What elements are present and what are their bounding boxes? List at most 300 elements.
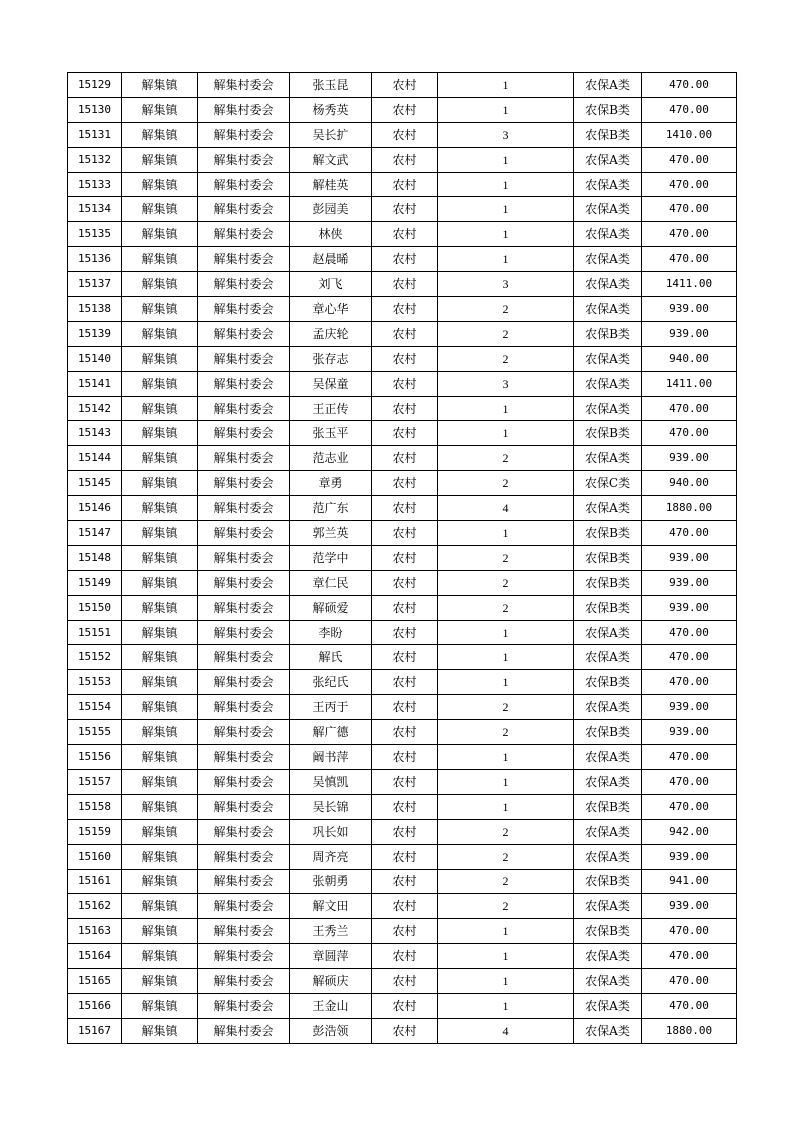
insurance-category-cell: 农保A类: [574, 944, 642, 969]
member-count-cell: 3: [438, 122, 574, 147]
table-row: [68, 695, 737, 720]
person-name-cell: 吴长扩: [290, 122, 372, 147]
insurance-category-cell: 农保B类: [574, 570, 642, 595]
member-count-cell: 2: [438, 844, 574, 869]
insurance-category-cell: 农保A类: [574, 745, 642, 770]
member-count-cell: 3: [438, 371, 574, 396]
row-id-cell: 15133: [68, 172, 122, 197]
person-name-cell: 章仁民: [290, 570, 372, 595]
committee-name-cell: 解集村委会: [198, 595, 290, 620]
row-id-cell: 15155: [68, 720, 122, 745]
person-name-cell: 解氏: [290, 645, 372, 670]
town-name-cell: 解集镇: [122, 396, 198, 421]
person-name-cell: 王正传: [290, 396, 372, 421]
table-row: [68, 545, 737, 570]
town-name-cell: 解集镇: [122, 570, 198, 595]
household-type-cell: 农村: [372, 620, 438, 645]
committee-name-cell: 解集村委会: [198, 421, 290, 446]
committee-name-cell: 解集村委会: [198, 1018, 290, 1043]
insurance-category-cell: 农保A类: [574, 969, 642, 994]
table-row: [68, 371, 737, 396]
household-type-cell: 农村: [372, 570, 438, 595]
amount-cell: 470.00: [642, 769, 737, 794]
row-id-cell: 15143: [68, 421, 122, 446]
row-id-cell: 15152: [68, 645, 122, 670]
row-id-cell: 15165: [68, 969, 122, 994]
row-id-cell: 15139: [68, 321, 122, 346]
member-count-cell: 2: [438, 446, 574, 471]
committee-name-cell: 解集村委会: [198, 869, 290, 894]
person-name-cell: 彭浩领: [290, 1018, 372, 1043]
town-name-cell: 解集镇: [122, 769, 198, 794]
amount-cell: 470.00: [642, 745, 737, 770]
table-row: [68, 819, 737, 844]
table-row: [68, 197, 737, 222]
amount-cell: 939.00: [642, 720, 737, 745]
insurance-category-cell: 农保B类: [574, 919, 642, 944]
committee-name-cell: 解集村委会: [198, 122, 290, 147]
table-row: [68, 321, 737, 346]
committee-name-cell: 解集村委会: [198, 645, 290, 670]
town-name-cell: 解集镇: [122, 670, 198, 695]
member-count-cell: 2: [438, 819, 574, 844]
household-type-cell: 农村: [372, 247, 438, 272]
household-type-cell: 农村: [372, 969, 438, 994]
town-name-cell: 解集镇: [122, 794, 198, 819]
household-type-cell: 农村: [372, 745, 438, 770]
person-name-cell: 吴慎凯: [290, 769, 372, 794]
town-name-cell: 解集镇: [122, 819, 198, 844]
table-row: [68, 769, 737, 794]
committee-name-cell: 解集村委会: [198, 670, 290, 695]
row-id-cell: 15163: [68, 919, 122, 944]
committee-name-cell: 解集村委会: [198, 247, 290, 272]
table-row: [68, 645, 737, 670]
household-type-cell: 农村: [372, 97, 438, 122]
person-name-cell: 周齐亮: [290, 844, 372, 869]
town-name-cell: 解集镇: [122, 969, 198, 994]
insurance-category-cell: 农保A类: [574, 645, 642, 670]
household-type-cell: 农村: [372, 421, 438, 446]
table-row: [68, 595, 737, 620]
row-id-cell: 15153: [68, 670, 122, 695]
town-name-cell: 解集镇: [122, 944, 198, 969]
committee-name-cell: 解集村委会: [198, 695, 290, 720]
table-row: [68, 172, 737, 197]
committee-name-cell: 解集村委会: [198, 769, 290, 794]
row-id-cell: 15134: [68, 197, 122, 222]
table-row: [68, 73, 737, 98]
member-count-cell: 2: [438, 595, 574, 620]
row-id-cell: 15149: [68, 570, 122, 595]
committee-name-cell: 解集村委会: [198, 297, 290, 322]
amount-cell: 939.00: [642, 297, 737, 322]
amount-cell: 940.00: [642, 346, 737, 371]
committee-name-cell: 解集村委会: [198, 496, 290, 521]
table-row: [68, 346, 737, 371]
member-count-cell: 2: [438, 720, 574, 745]
amount-cell: 940.00: [642, 471, 737, 496]
person-name-cell: 杨秀英: [290, 97, 372, 122]
row-id-cell: 15156: [68, 745, 122, 770]
household-type-cell: 农村: [372, 147, 438, 172]
amount-cell: 470.00: [642, 521, 737, 546]
amount-cell: 939.00: [642, 695, 737, 720]
town-name-cell: 解集镇: [122, 645, 198, 670]
table-row: [68, 794, 737, 819]
insurance-category-cell: 农保A类: [574, 147, 642, 172]
committee-name-cell: 解集村委会: [198, 620, 290, 645]
household-type-cell: 农村: [372, 396, 438, 421]
household-type-cell: 农村: [372, 794, 438, 819]
row-id-cell: 15166: [68, 993, 122, 1018]
person-name-cell: 李盼: [290, 620, 372, 645]
town-name-cell: 解集镇: [122, 919, 198, 944]
person-name-cell: 王丙于: [290, 695, 372, 720]
member-count-cell: 1: [438, 521, 574, 546]
row-id-cell: 15131: [68, 122, 122, 147]
insurance-category-cell: 农保A类: [574, 993, 642, 1018]
person-name-cell: 解广德: [290, 720, 372, 745]
insurance-category-cell: 农保A类: [574, 769, 642, 794]
committee-name-cell: 解集村委会: [198, 745, 290, 770]
insurance-category-cell: 农保B类: [574, 321, 642, 346]
committee-name-cell: 解集村委会: [198, 321, 290, 346]
person-name-cell: 范志业: [290, 446, 372, 471]
member-count-cell: 1: [438, 794, 574, 819]
person-name-cell: 巩长如: [290, 819, 372, 844]
town-name-cell: 解集镇: [122, 869, 198, 894]
committee-name-cell: 解集村委会: [198, 222, 290, 247]
town-name-cell: 解集镇: [122, 421, 198, 446]
row-id-cell: 15140: [68, 346, 122, 371]
member-count-cell: 1: [438, 944, 574, 969]
amount-cell: 939.00: [642, 545, 737, 570]
insurance-category-cell: 农保B类: [574, 122, 642, 147]
town-name-cell: 解集镇: [122, 147, 198, 172]
member-count-cell: 2: [438, 297, 574, 322]
amount-cell: 939.00: [642, 321, 737, 346]
household-type-cell: 农村: [372, 944, 438, 969]
person-name-cell: 范广东: [290, 496, 372, 521]
amount-cell: 470.00: [642, 147, 737, 172]
town-name-cell: 解集镇: [122, 620, 198, 645]
person-name-cell: 孟庆轮: [290, 321, 372, 346]
committee-name-cell: 解集村委会: [198, 944, 290, 969]
table-row: [68, 620, 737, 645]
row-id-cell: 15148: [68, 545, 122, 570]
household-type-cell: 农村: [372, 471, 438, 496]
town-name-cell: 解集镇: [122, 993, 198, 1018]
town-name-cell: 解集镇: [122, 496, 198, 521]
insurance-category-cell: 农保A类: [574, 396, 642, 421]
amount-cell: 939.00: [642, 894, 737, 919]
table-row: [68, 496, 737, 521]
member-count-cell: 1: [438, 769, 574, 794]
table-row: [68, 919, 737, 944]
row-id-cell: 15162: [68, 894, 122, 919]
table-row: [68, 720, 737, 745]
member-count-cell: 2: [438, 570, 574, 595]
insurance-category-cell: 农保B类: [574, 670, 642, 695]
table-row: [68, 993, 737, 1018]
table-row: [68, 247, 737, 272]
committee-name-cell: 解集村委会: [198, 819, 290, 844]
table-row: [68, 969, 737, 994]
household-type-cell: 农村: [372, 720, 438, 745]
row-id-cell: 15137: [68, 272, 122, 297]
household-type-cell: 农村: [372, 197, 438, 222]
amount-cell: 470.00: [642, 421, 737, 446]
committee-name-cell: 解集村委会: [198, 346, 290, 371]
insurance-category-cell: 农保B类: [574, 545, 642, 570]
person-name-cell: 张纪氏: [290, 670, 372, 695]
committee-name-cell: 解集村委会: [198, 720, 290, 745]
member-count-cell: 1: [438, 97, 574, 122]
person-name-cell: 解硕庆: [290, 969, 372, 994]
insurance-category-cell: 农保A类: [574, 297, 642, 322]
amount-cell: 1880.00: [642, 496, 737, 521]
household-type-cell: 农村: [372, 819, 438, 844]
table-row: [68, 147, 737, 172]
committee-name-cell: 解集村委会: [198, 97, 290, 122]
row-id-cell: 15145: [68, 471, 122, 496]
person-name-cell: 张存志: [290, 346, 372, 371]
household-type-cell: 农村: [372, 73, 438, 98]
household-type-cell: 农村: [372, 297, 438, 322]
committee-name-cell: 解集村委会: [198, 396, 290, 421]
town-name-cell: 解集镇: [122, 346, 198, 371]
amount-cell: 939.00: [642, 570, 737, 595]
member-count-cell: 2: [438, 321, 574, 346]
insurance-category-cell: 农保B类: [574, 720, 642, 745]
insurance-category-cell: 农保A类: [574, 620, 642, 645]
table-row: [68, 944, 737, 969]
row-id-cell: 15147: [68, 521, 122, 546]
household-type-cell: 农村: [372, 496, 438, 521]
row-id-cell: 15164: [68, 944, 122, 969]
person-name-cell: 郭兰英: [290, 521, 372, 546]
household-type-cell: 农村: [372, 919, 438, 944]
person-name-cell: 吴保童: [290, 371, 372, 396]
table-row: [68, 670, 737, 695]
row-id-cell: 15132: [68, 147, 122, 172]
subsidy-roster-table: [67, 72, 737, 1044]
member-count-cell: 1: [438, 172, 574, 197]
table-row: [68, 745, 737, 770]
committee-name-cell: 解集村委会: [198, 471, 290, 496]
member-count-cell: 2: [438, 346, 574, 371]
amount-cell: 470.00: [642, 670, 737, 695]
person-name-cell: 王金山: [290, 993, 372, 1018]
committee-name-cell: 解集村委会: [198, 197, 290, 222]
town-name-cell: 解集镇: [122, 172, 198, 197]
table-row: [68, 521, 737, 546]
town-name-cell: 解集镇: [122, 73, 198, 98]
row-id-cell: 15144: [68, 446, 122, 471]
insurance-category-cell: 农保A类: [574, 346, 642, 371]
insurance-category-cell: 农保B类: [574, 521, 642, 546]
insurance-category-cell: 农保A类: [574, 73, 642, 98]
insurance-category-cell: 农保A类: [574, 222, 642, 247]
amount-cell: 942.00: [642, 819, 737, 844]
amount-cell: 939.00: [642, 595, 737, 620]
committee-name-cell: 解集村委会: [198, 969, 290, 994]
town-name-cell: 解集镇: [122, 844, 198, 869]
town-name-cell: 解集镇: [122, 695, 198, 720]
person-name-cell: 吴长锦: [290, 794, 372, 819]
insurance-category-cell: 农保A类: [574, 446, 642, 471]
row-id-cell: 15136: [68, 247, 122, 272]
member-count-cell: 1: [438, 969, 574, 994]
household-type-cell: 农村: [372, 272, 438, 297]
person-name-cell: 赵晨晞: [290, 247, 372, 272]
committee-name-cell: 解集村委会: [198, 172, 290, 197]
town-name-cell: 解集镇: [122, 247, 198, 272]
amount-cell: 1411.00: [642, 272, 737, 297]
town-name-cell: 解集镇: [122, 371, 198, 396]
household-type-cell: 农村: [372, 222, 438, 247]
person-name-cell: 解硕爱: [290, 595, 372, 620]
committee-name-cell: 解集村委会: [198, 521, 290, 546]
amount-cell: 470.00: [642, 396, 737, 421]
town-name-cell: 解集镇: [122, 272, 198, 297]
person-name-cell: 张玉平: [290, 421, 372, 446]
insurance-category-cell: 农保A类: [574, 247, 642, 272]
town-name-cell: 解集镇: [122, 745, 198, 770]
member-count-cell: 1: [438, 73, 574, 98]
household-type-cell: 农村: [372, 769, 438, 794]
committee-name-cell: 解集村委会: [198, 919, 290, 944]
member-count-cell: 1: [438, 421, 574, 446]
person-name-cell: 刘飞: [290, 272, 372, 297]
town-name-cell: 解集镇: [122, 471, 198, 496]
insurance-category-cell: 农保B类: [574, 595, 642, 620]
member-count-cell: 2: [438, 545, 574, 570]
table-row: [68, 570, 737, 595]
row-id-cell: 15142: [68, 396, 122, 421]
amount-cell: 470.00: [642, 944, 737, 969]
row-id-cell: 15167: [68, 1018, 122, 1043]
row-id-cell: 15154: [68, 695, 122, 720]
town-name-cell: 解集镇: [122, 446, 198, 471]
town-name-cell: 解集镇: [122, 122, 198, 147]
town-name-cell: 解集镇: [122, 1018, 198, 1043]
person-name-cell: 章勇: [290, 471, 372, 496]
committee-name-cell: 解集村委会: [198, 844, 290, 869]
table-body: [68, 73, 737, 1044]
insurance-category-cell: 农保A类: [574, 197, 642, 222]
insurance-category-cell: 农保A类: [574, 272, 642, 297]
amount-cell: 470.00: [642, 794, 737, 819]
insurance-category-cell: 农保B类: [574, 421, 642, 446]
town-name-cell: 解集镇: [122, 595, 198, 620]
household-type-cell: 农村: [372, 371, 438, 396]
amount-cell: 470.00: [642, 97, 737, 122]
amount-cell: 470.00: [642, 172, 737, 197]
row-id-cell: 15141: [68, 371, 122, 396]
insurance-category-cell: 农保A类: [574, 894, 642, 919]
row-id-cell: 15161: [68, 869, 122, 894]
amount-cell: 470.00: [642, 73, 737, 98]
household-type-cell: 农村: [372, 869, 438, 894]
household-type-cell: 农村: [372, 172, 438, 197]
town-name-cell: 解集镇: [122, 545, 198, 570]
member-count-cell: 1: [438, 919, 574, 944]
member-count-cell: 1: [438, 396, 574, 421]
row-id-cell: 15157: [68, 769, 122, 794]
committee-name-cell: 解集村委会: [198, 73, 290, 98]
town-name-cell: 解集镇: [122, 297, 198, 322]
member-count-cell: 1: [438, 247, 574, 272]
member-count-cell: 1: [438, 745, 574, 770]
amount-cell: 470.00: [642, 222, 737, 247]
committee-name-cell: 解集村委会: [198, 446, 290, 471]
table-row: [68, 421, 737, 446]
amount-cell: 470.00: [642, 969, 737, 994]
insurance-category-cell: 农保A类: [574, 371, 642, 396]
table-row: [68, 97, 737, 122]
row-id-cell: 15158: [68, 794, 122, 819]
amount-cell: 1880.00: [642, 1018, 737, 1043]
row-id-cell: 15160: [68, 844, 122, 869]
household-type-cell: 农村: [372, 122, 438, 147]
amount-cell: 470.00: [642, 645, 737, 670]
amount-cell: 939.00: [642, 446, 737, 471]
amount-cell: 470.00: [642, 993, 737, 1018]
person-name-cell: 张朝勇: [290, 869, 372, 894]
table-row: [68, 122, 737, 147]
committee-name-cell: 解集村委会: [198, 570, 290, 595]
amount-cell: 941.00: [642, 869, 737, 894]
row-id-cell: 15129: [68, 73, 122, 98]
committee-name-cell: 解集村委会: [198, 545, 290, 570]
insurance-category-cell: 农保A类: [574, 1018, 642, 1043]
member-count-cell: 1: [438, 147, 574, 172]
person-name-cell: 王秀兰: [290, 919, 372, 944]
table-row: [68, 869, 737, 894]
household-type-cell: 农村: [372, 321, 438, 346]
person-name-cell: 林侠: [290, 222, 372, 247]
household-type-cell: 农村: [372, 645, 438, 670]
member-count-cell: 2: [438, 695, 574, 720]
town-name-cell: 解集镇: [122, 894, 198, 919]
row-id-cell: 15159: [68, 819, 122, 844]
person-name-cell: 解文田: [290, 894, 372, 919]
table-row: [68, 446, 737, 471]
member-count-cell: 1: [438, 620, 574, 645]
member-count-cell: 2: [438, 869, 574, 894]
household-type-cell: 农村: [372, 670, 438, 695]
member-count-cell: 2: [438, 471, 574, 496]
insurance-category-cell: 农保A类: [574, 819, 642, 844]
committee-name-cell: 解集村委会: [198, 147, 290, 172]
committee-name-cell: 解集村委会: [198, 794, 290, 819]
table-row: [68, 1018, 737, 1043]
member-count-cell: 4: [438, 1018, 574, 1043]
row-id-cell: 15135: [68, 222, 122, 247]
town-name-cell: 解集镇: [122, 521, 198, 546]
household-type-cell: 农村: [372, 844, 438, 869]
table-row: [68, 222, 737, 247]
row-id-cell: 15138: [68, 297, 122, 322]
town-name-cell: 解集镇: [122, 97, 198, 122]
table-row: [68, 297, 737, 322]
member-count-cell: 2: [438, 894, 574, 919]
amount-cell: 470.00: [642, 247, 737, 272]
amount-cell: 1411.00: [642, 371, 737, 396]
insurance-category-cell: 农保C类: [574, 471, 642, 496]
